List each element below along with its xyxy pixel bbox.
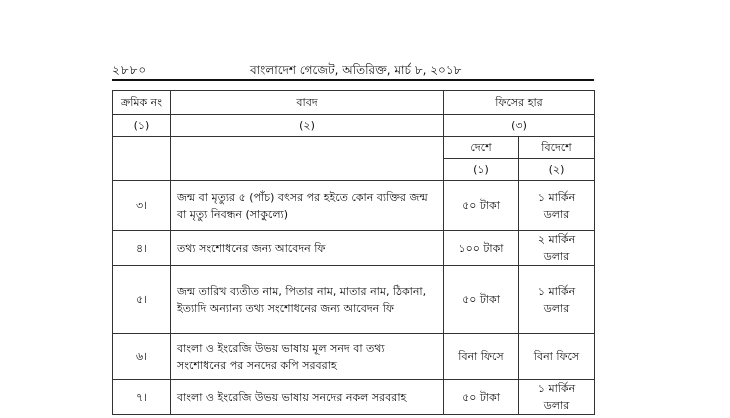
page-header xyxy=(112,60,594,78)
subheader-row xyxy=(113,137,595,159)
subheader-abroad: বিদেশে xyxy=(519,137,595,159)
row-serial: ৭। xyxy=(113,380,171,415)
gazette-title: বাংলাদেশ গেজেট, অতিরিক্ত, মার্চ ৮, ২০১৮ xyxy=(250,63,462,77)
table-row xyxy=(113,380,595,415)
row-abroad-fee: ২ মার্কিন ডলার xyxy=(519,231,595,266)
blank-item-cell xyxy=(171,137,444,181)
row-item: বাংলা ও ইংরেজি উভয় ভাষায় মূল সনদ বা তথ্য সংশোধনের পর সনদের কপি সরবরাহ xyxy=(171,334,444,380)
row-item: জন্ম তারিখ ব্যতীত নাম, পিতার নাম, মাতার নাম, ঠিকানা, ইত্যাদি অন্যান্য তথ্য সংশোধনের জন্য আবেদন ফি xyxy=(171,266,444,334)
row-abroad-fee: বিনা ফিসে xyxy=(519,334,595,380)
row-serial: ৫। xyxy=(113,266,171,334)
header-fee-rate: ফিসের হার xyxy=(444,91,595,115)
row-item: তথ্য সংশোধনের জন্য আবেদন ফি xyxy=(171,231,444,266)
row-abroad-fee: ১ মার্কিন ডলার xyxy=(519,380,595,415)
row-domestic-fee: বিনা ফিসে xyxy=(444,334,519,380)
colnum-serial: (১) xyxy=(113,115,171,137)
table-row xyxy=(113,266,595,334)
table-row xyxy=(113,181,595,231)
row-serial: ৪। xyxy=(113,231,171,266)
header-divider xyxy=(112,79,594,81)
row-domestic-fee: ১০০ টাকা xyxy=(444,231,519,266)
colnum-item: (২) xyxy=(171,115,444,137)
subheader-abroad-no: (২) xyxy=(519,159,595,181)
row-item: জন্ম বা মৃত্যুর ৫ (পাঁচ) বৎসর পর হইতে কোন ব্যক্তির জন্ম বা মৃত্যু নিবন্ধন (সাকুল্যে) xyxy=(171,181,444,231)
blank-serial-cell xyxy=(113,137,171,181)
header-serial: ক্রমিক নং xyxy=(113,91,171,115)
page-number: ২৮৮০ xyxy=(112,63,148,77)
column-number-row xyxy=(113,115,595,137)
row-domestic-fee: ৫০ টাকা xyxy=(444,380,519,415)
subheader-domestic-no: (১) xyxy=(444,159,519,181)
row-domestic-fee: ৫০ টাকা xyxy=(444,181,519,231)
colnum-fee-rate: (৩) xyxy=(444,115,595,137)
table-row xyxy=(113,231,595,266)
row-domestic-fee: ৫০ টাকা xyxy=(444,266,519,334)
row-abroad-fee: ১ মার্কিন ডলার xyxy=(519,181,595,231)
table-row xyxy=(113,334,595,380)
subheader-domestic: দেশে xyxy=(444,137,519,159)
header-item: বাবদ xyxy=(171,91,444,115)
fee-table xyxy=(112,90,595,415)
row-item: বাংলা ও ইংরেজি উভয় ভাষায় সনদের নকল সরবরাহ xyxy=(171,380,444,415)
table-header-row xyxy=(113,91,595,115)
row-serial: ৩। xyxy=(113,181,171,231)
row-abroad-fee: ১ মার্কিন ডলার xyxy=(519,266,595,334)
row-serial: ৬। xyxy=(113,334,171,380)
